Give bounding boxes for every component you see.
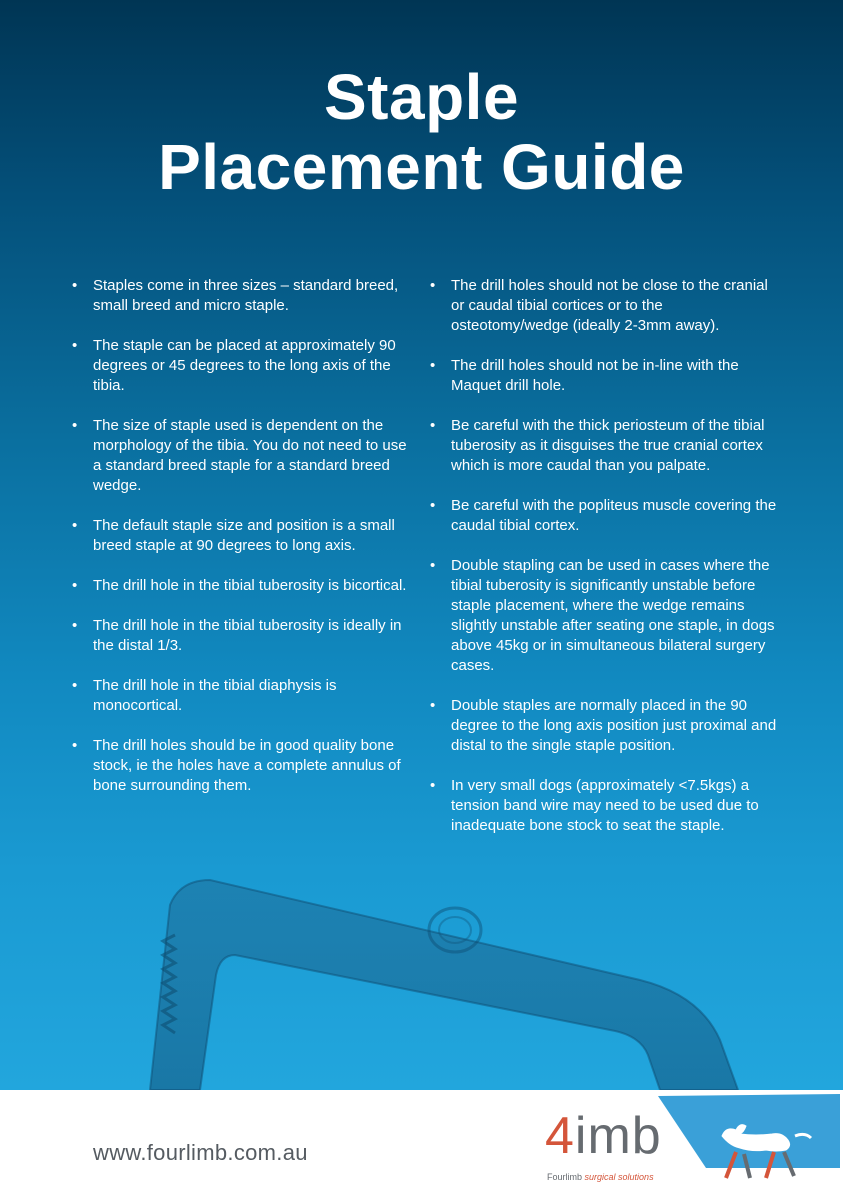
tagline-main: Fourlimb [547, 1172, 583, 1182]
list-item [72, 516, 417, 556]
list-item-text: The default staple size and position is a small breed staple at 90 degrees to long axis. [93, 517, 395, 554]
bullet-icon: • [72, 337, 78, 354]
bullet-icon: • [430, 697, 436, 714]
bullet-icon: • [430, 497, 436, 514]
list-item [430, 556, 780, 676]
list-item [430, 416, 780, 476]
list-item-text: The size of staple used is dependent on the morphology of the tibia. You do not need to use a standard breed staple for a standard breed wedge. [93, 417, 407, 494]
bullet-icon: • [72, 517, 78, 534]
bullet-icon: • [430, 357, 436, 374]
bullet-icon: • [72, 737, 78, 754]
list-item [72, 276, 417, 316]
list-item-text: Double staples are normally placed in the 90 degree to the long axis position just proximal and distal to the single staple position. [451, 697, 777, 754]
title-line-1: Staple [323, 61, 520, 133]
right-column [430, 276, 780, 856]
left-column [72, 276, 417, 816]
list-item [72, 336, 417, 396]
list-item-text: The staple can be placed at approximately 90 degrees or 45 degrees to the long axis of the tibia. [93, 337, 396, 394]
bullet-icon: • [430, 417, 436, 434]
list-item-text: Double stapling can be used in cases where the tibial tuberosity is significantly unstable before staple placement, where the wedge remains slightly unstable after seating one staple, in dogs above 45kg or in simultaneous bilateral surgery cases. [451, 557, 775, 674]
bullet-icon: • [430, 277, 436, 294]
tagline-accent: surgical solutions [584, 1172, 654, 1182]
list-item-text: The drill hole in the tibial tuberosity is ideally in the distal 1/3. [93, 617, 402, 654]
logo-tagline [547, 1172, 654, 1182]
list-item [72, 616, 417, 656]
list-item-text: In very small dogs (approximately <7.5kgs) a tension band wire may need to be used due to inadequate bone stock to seat the staple. [451, 777, 759, 834]
list-item-text: The drill holes should not be close to the cranial or caudal tibial cortices or to the osteotomy/wedge (ideally 2-3mm away). [451, 277, 768, 334]
list-item [430, 356, 780, 396]
bullet-icon: • [72, 677, 78, 694]
list-item [430, 696, 780, 756]
list-item-text: The drill holes should be in good quality bone stock, ie the holes have a complete annulus of bone surrounding them. [93, 737, 401, 794]
logo-wordmark [545, 1108, 662, 1164]
list-item [430, 276, 780, 336]
list-item [72, 676, 417, 716]
list-item-text: Staples come in three sizes – standard breed, small breed and micro staple. [93, 277, 399, 314]
logo-blue-panel [658, 1094, 840, 1168]
list-item-text: The drill hole in the tibial diaphysis is monocortical. [93, 677, 337, 714]
bullet-icon: • [72, 577, 78, 594]
list-item [430, 496, 780, 536]
list-item [72, 736, 417, 796]
list-item-text: The drill holes should not be in-line with the Maquet drill hole. [451, 357, 739, 394]
list-item [430, 776, 780, 836]
bullet-icon: • [430, 777, 436, 794]
list-item [72, 416, 417, 496]
bullet-icon: • [72, 617, 78, 634]
page-title [0, 62, 843, 202]
bullet-icon: • [430, 557, 436, 574]
logo-rest: imb [574, 1107, 662, 1165]
list-item [72, 576, 417, 596]
bullet-icon: • [72, 277, 78, 294]
logo-four: 4 [545, 1107, 575, 1165]
list-item-text: Be careful with the thick periosteum of the tibial tuberosity as it disguises the true cranial cortex which is more caudal than you palpate. [451, 417, 765, 474]
list-item-text: The drill hole in the tibial tuberosity is bicortical. [93, 577, 407, 594]
footer-url[interactable]: www.fourlimb.com.au [93, 1140, 308, 1165]
bullet-icon: • [72, 417, 78, 434]
list-item-text: Be careful with the popliteus muscle covering the caudal tibial cortex. [451, 497, 777, 534]
title-line-2: Placement Guide [158, 131, 685, 203]
